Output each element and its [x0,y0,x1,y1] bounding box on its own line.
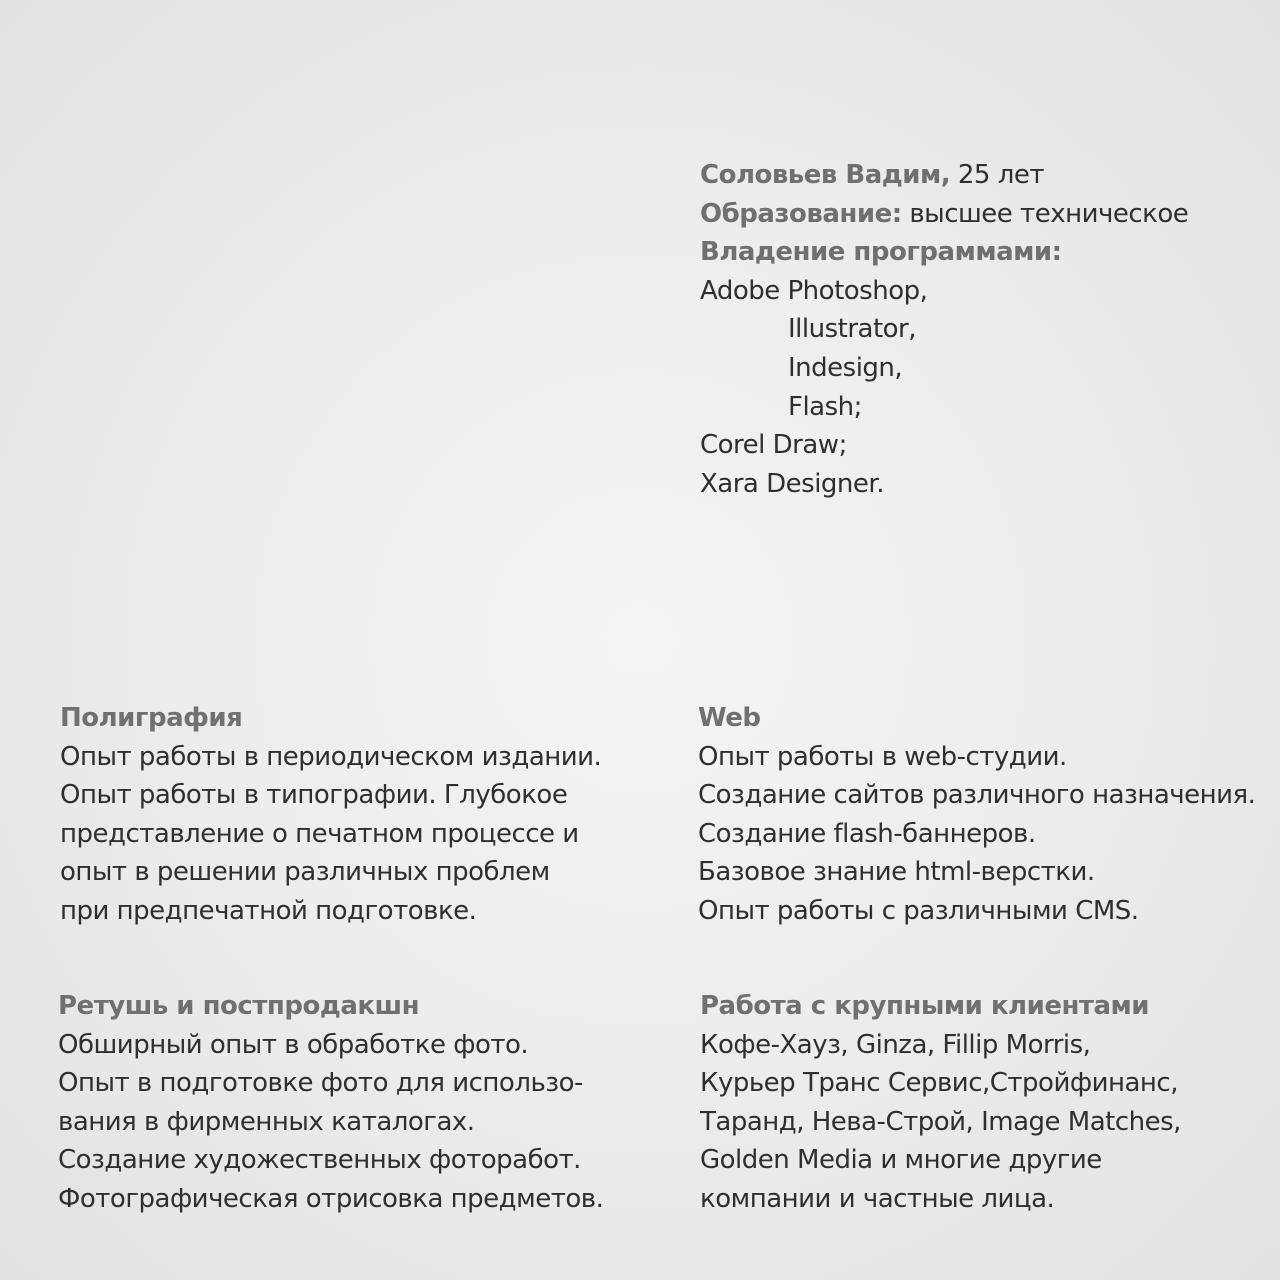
section-title: Ретушь и постпродакшн [58,991,420,1021]
section-line: Опыт в подготовке фото для использо- [58,1068,583,1099]
section-line: опыт в решении различных проблем [60,857,550,888]
education-label: Образование: [700,198,902,229]
section-line: компании и частные лица. [700,1183,1055,1214]
software-item: Adobe Photoshop, [700,275,928,306]
section-title: Работа с крупными клиентами [700,991,1150,1021]
section-line: Обширный опыт в обработке фото. [58,1029,529,1060]
section-line: Таранд, Нева-Строй, Image Matches, [700,1106,1181,1137]
section-line: Курьер Транс Сервис,Стройфинанс, [700,1068,1178,1099]
software-item: Corel Draw; [700,430,847,461]
section-line: Фотографическая отрисовка предметов. [58,1183,604,1214]
section-line: Создание сайтов различного назначения. [698,780,1256,811]
software-item: Xara Designer. [700,468,884,499]
section-line: Базовое знание html-верстки. [698,857,1095,888]
section-clients [700,987,1181,1219]
section-title: Полиграфия [60,703,243,733]
name-line [700,156,1188,195]
section-line: Кофе-Хауз, Ginza, Fillip Morris, [700,1029,1091,1060]
age-value: 25 лет [950,160,1044,190]
section-print [60,699,601,931]
section-line: Опыт работы в типографии. Глубокое [60,780,568,811]
software-label: Владение программами: [700,237,1062,268]
section-line: Создание flash-баннеров. [698,818,1036,849]
section-line: Опыт работы в web-студии. [698,741,1067,772]
section-title: Web [698,703,761,733]
section-line: представление о печатном процессе и [60,818,579,849]
section-line: Опыт работы в периодическом издании. [60,741,602,772]
name-label: Соловьев Вадим, [700,160,951,190]
education-line [700,195,1188,234]
section-line: вания в фирменных каталогах. [58,1106,475,1137]
profile-block [700,156,1188,503]
software-item: Flash; [788,391,862,422]
software-item: Illustrator, [788,314,917,345]
section-line: Golden Media и многие другие [700,1145,1102,1176]
software-item: Indesign, [788,352,903,383]
section-retouch [58,987,603,1219]
education-value: высшее техническое [901,198,1189,229]
section-line: Создание художественных фоторабот. [58,1145,581,1176]
section-line: Опыт работы с различными CMS. [698,895,1139,926]
section-line: при предпечатной подготовке. [60,895,477,926]
section-web [698,699,1255,931]
